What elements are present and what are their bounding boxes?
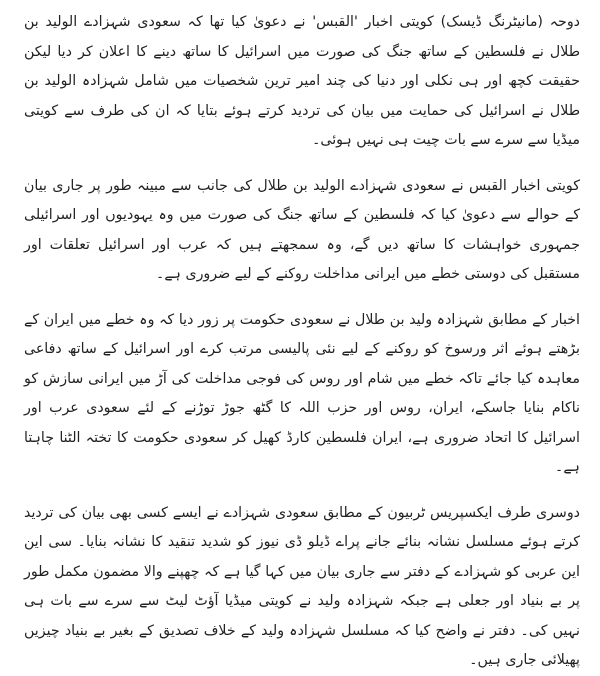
article-paragraph-3: اخبار کے مطابق شہزادہ ولید بن طلال نے سعودی حکومت پر زور دیا کہ وہ خطے میں ایران کے بڑھتے ہوئے اثر ورسوخ کو روکنے کے لیے نئی پالیسی مرتب کرے اور اسرائیل کے ساتھ دفاعی معاہدہ کیا جائے تاکہ خطے میں شام اور روس کی فوجی مداخلت کی آڑ میں ایرانی سازش کو ناکام بنایا جاسکے، ایران، روس اور حزب اللہ کا گٹھ جوڑ توڑنے کے لئے سعودی عرب اور اسرائیل کا اتحاد ضروری ہے، ایران فلسطین کارڈ کھیل کر سعودی حکومت کا تختہ الٹنا چاہتا ہے۔ (24, 311, 580, 475)
article-paragraph-4: دوسری طرف ایکسپریس ٹربیون کے مطابق سعودی شہزادے نے ایسے کسی بھی بیان کی تردید کرتے ہوئے مسلسل نشانہ بنائے جانے پراے ڈیلو ڈی نیوز کو شدید تنقید کا نشانہ بنایا۔ سی این این عربی کو شہزادے کے دفتر سے جاری بیان میں کہا گیا ہے کہ چھپنے والا مضمون مکمل طور پر بے بنیاد اور جعلی ہے جبکہ شہزادہ ولید نے کویتی میڈیا آؤٹ لیٹ سے سرے سے بات ہی نہیں کی۔ دفتر نے واضح کیا کہ مسلسل شہزادہ ولید کے خلاف تصدیق کے بغیر بے بنیاد چیزیں پھیلائی جاری ہیں۔ (24, 504, 580, 668)
article-paragraph-2: کویتی اخبار القبس نے سعودی شہزادے الولید بن طلال کی جانب سے مبینہ طور پر جاری بیان کے حوالے سے دعویٰ کیا کہ فلسطین کے ساتھ جنگ کی صورت میں وہ یہودیوں اور اسرائیلی جمہوری خواہشات کا ساتھ دیں گے، وہ سمجھتے ہیں کہ عرب اور اسرائیل تعلقات اور مستقبل کی دوستی خطے میں ایرانی مداخلت روکنے کے لیے ضروری ہے۔ (24, 177, 580, 282)
article-paragraph-1: دوحہ (مانیٹرنگ ڈیسک) کویتی اخبار 'القبس' نے دعویٰ کیا تھا کہ سعودی شہزادے الولید بن طلال نے فلسطین کے ساتھ جنگ کی صورت میں اسرائیل کا ساتھ دینے کا اعلان کر دیا لیکن حقیقت کچھ اور ہی نکلی اور دنیا کی چند امیر ترین شخصیات میں شامل شہزادہ الولید بن طلال نے اسرائیل کی حمایت میں بیان کی تردید کرتے ہوئے بتایا کہ ان کی طرف سے کویتی میڈیا سے سرے سے بات چیت ہی نہیں ہوئی۔ (24, 14, 580, 148)
article-body (24, 8, 580, 668)
